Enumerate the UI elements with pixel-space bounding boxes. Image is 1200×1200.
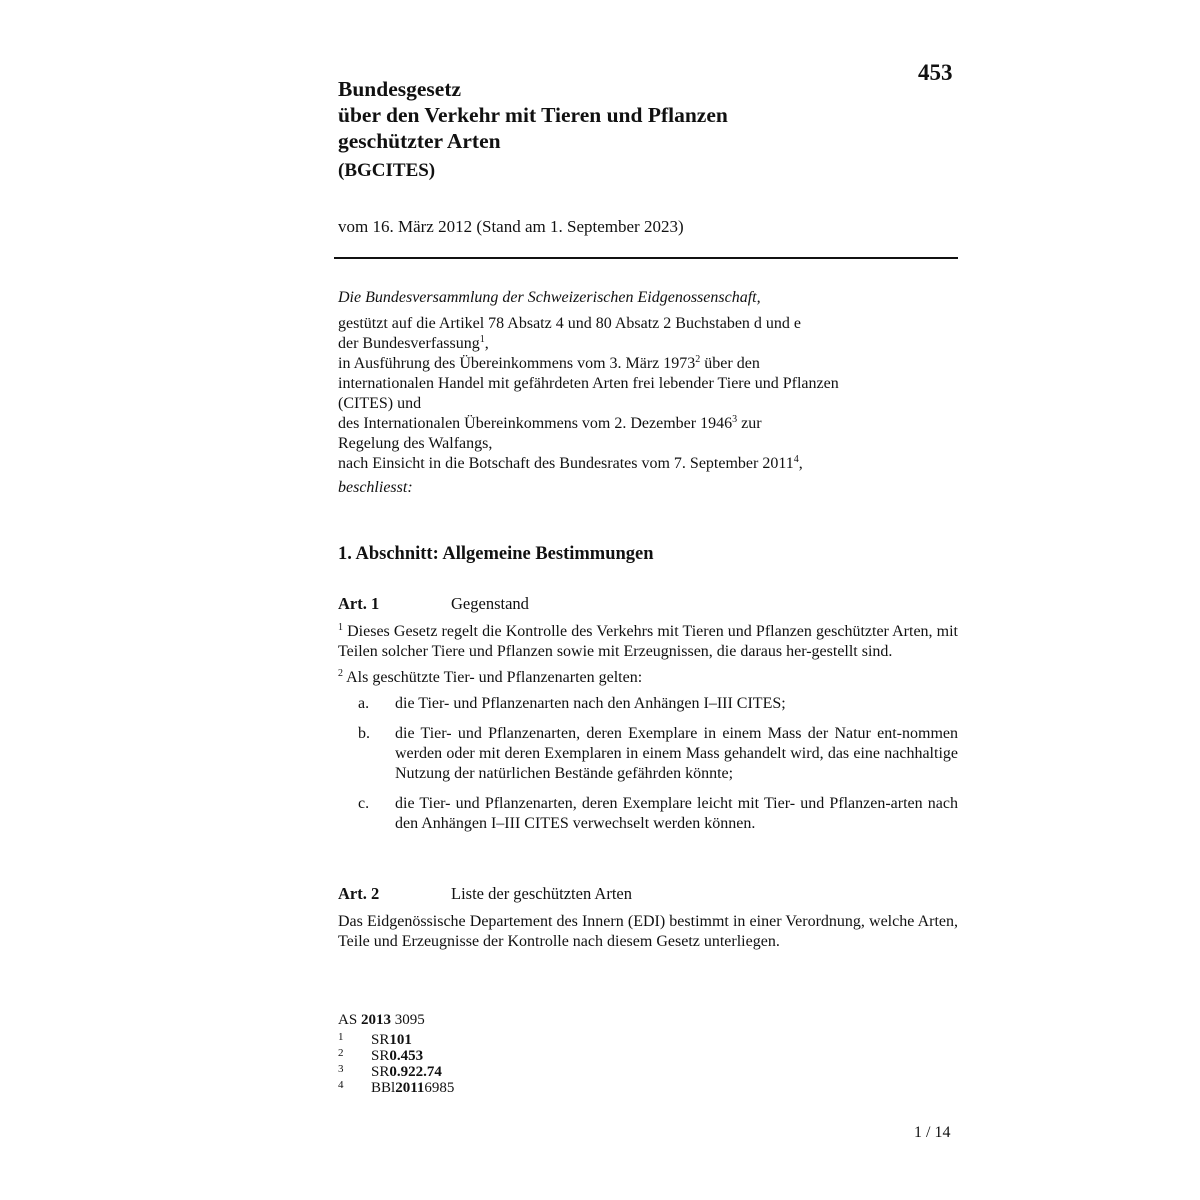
footnote-number: 3	[338, 1063, 344, 1075]
preamble-intro: Die Bundesversammlung der Schweizerischen Eidgenossenschaft,	[338, 289, 761, 306]
preamble-text: ,	[798, 455, 803, 472]
article-title: Gegenstand	[451, 594, 529, 613]
preamble	[338, 288, 958, 498]
article-title: Liste der geschützten Arten	[451, 884, 632, 903]
list-text: die Tier- und Pflanzenarten, deren Exemplare leicht mit Tier- und Pflanzen-arten nach den Anhängen I–III CITES verwechselt werden können.	[395, 795, 958, 832]
article-paragraph: Das Eidgenössische Departement des Innern (EDI) bestimmt in einer Verordnung, welche Arten, Teile und Erzeugnisse der Kontrolle nach diesem Gesetz unterliegen.	[338, 913, 958, 950]
source-label: AS	[338, 1012, 361, 1028]
preamble-line	[338, 354, 958, 374]
preamble-text: des Internationalen Übereinkommens vom 2. Dezember 1946	[338, 415, 733, 432]
preamble-line: Regelung des Walfangs,	[338, 435, 493, 452]
footnote-ref-number[interactable]: 2011	[395, 1080, 425, 1096]
preamble-line: gestützt auf die Artikel 78 Absatz 4 und 80 Absatz 2 Buchstaben d und e	[338, 315, 802, 332]
sr-number: 453	[918, 60, 953, 85]
footnote-prefix: SR	[371, 1048, 390, 1064]
preamble-text: zur	[737, 415, 762, 432]
article-paragraph	[338, 668, 958, 688]
footnote	[338, 1080, 454, 1096]
paragraph-text: Als geschützte Tier- und Pflanzenarten gelten:	[343, 669, 643, 686]
footnote-ref[interactable]: 1	[479, 334, 485, 345]
footnote-ref-number[interactable]: 101	[389, 1032, 412, 1048]
enactment-date: vom 16. März 2012 (Stand am 1. September 2023)	[338, 217, 684, 236]
footnote-prefix: SR	[371, 1032, 390, 1048]
article-number: Art. 1	[338, 594, 380, 613]
law-abbreviation: (BGCITES)	[338, 160, 436, 181]
list-letter: b.	[358, 725, 370, 742]
preamble-line: internationalen Handel mit gefährdeten Arten frei lebender Tiere und Pflanzen	[338, 375, 839, 392]
preamble-resolution: beschliesst:	[338, 479, 413, 496]
article-list	[338, 694, 958, 834]
list-letter: c.	[358, 795, 370, 812]
footnote-ref-number[interactable]: 0.453	[389, 1048, 424, 1064]
preamble-text: der Bundesverfassung	[338, 335, 480, 352]
source-year: 2013	[360, 1012, 391, 1028]
list-item	[338, 794, 958, 834]
title-line: über den Verkehr mit Tieren und Pflanzen	[338, 103, 728, 127]
list-item	[338, 694, 958, 714]
footnote-prefix: SR	[371, 1064, 390, 1080]
footnote-number: 2	[338, 1047, 344, 1059]
article-1	[338, 594, 958, 844]
footnote-number: 4	[338, 1079, 344, 1091]
preamble-text: ,	[484, 335, 489, 352]
preamble-text: in Ausführung des Übereinkommens vom 3. März 1973	[338, 355, 696, 372]
article-2	[338, 884, 958, 958]
preamble-line	[338, 454, 958, 474]
article-heading	[338, 594, 958, 614]
page-number: 1 / 14	[914, 1124, 951, 1141]
title-divider	[334, 257, 958, 259]
preamble-text: nach Einsicht in die Botschaft des Bundesrates vom 7. September 2011	[338, 455, 794, 472]
footnote-ref[interactable]: 3	[732, 414, 738, 425]
article-heading	[338, 884, 958, 904]
source-page: 3095	[390, 1012, 425, 1028]
official-source	[338, 1012, 454, 1029]
paragraph-number: 2	[338, 668, 343, 679]
footnote-prefix: BBl	[371, 1080, 396, 1096]
title-line: Bundesgesetz	[338, 77, 462, 101]
list-text: die Tier- und Pflanzenarten nach den Anhängen I–III CITES;	[395, 695, 786, 712]
article-paragraph	[338, 622, 958, 662]
paragraph-number: 1	[338, 622, 343, 633]
section-heading: 1. Abschnitt: Allgemeine Bestimmungen	[338, 544, 654, 564]
article-number: Art. 2	[338, 884, 380, 903]
preamble-text: über den	[700, 355, 760, 372]
title-line: geschützter Arten	[338, 129, 501, 153]
paragraph-text: Dieses Gesetz regelt die Kontrolle des Verkehrs mit Tieren und Pflanzen geschützter Arten, mit Teilen solcher Tiere und Pflanzen sowie mit Erzeugnissen, die daraus her-gestellt sind.	[338, 623, 958, 660]
footnotes	[338, 1012, 454, 1096]
footnote-suffix: 6985	[424, 1080, 455, 1096]
title-block	[338, 76, 898, 182]
list-item	[338, 724, 958, 784]
preamble-line	[338, 414, 958, 434]
footnote-ref-number[interactable]: 0.922.74	[389, 1064, 442, 1080]
preamble-line: (CITES) und	[338, 395, 422, 412]
list-letter: a.	[358, 695, 370, 712]
footnote-number: 1	[338, 1031, 344, 1043]
list-text: die Tier- und Pflanzenarten, deren Exemplare in einem Mass der Natur ent-nommen werden oder mit deren Exemplaren in einem Mass gehandelt wird, das eine nachhaltige Nutzung der natürlichen Bestände gefährden könnte;	[395, 725, 958, 782]
footnote-ref[interactable]: 4	[793, 454, 799, 465]
footnote-ref[interactable]: 2	[695, 354, 701, 365]
preamble-line	[338, 334, 958, 354]
